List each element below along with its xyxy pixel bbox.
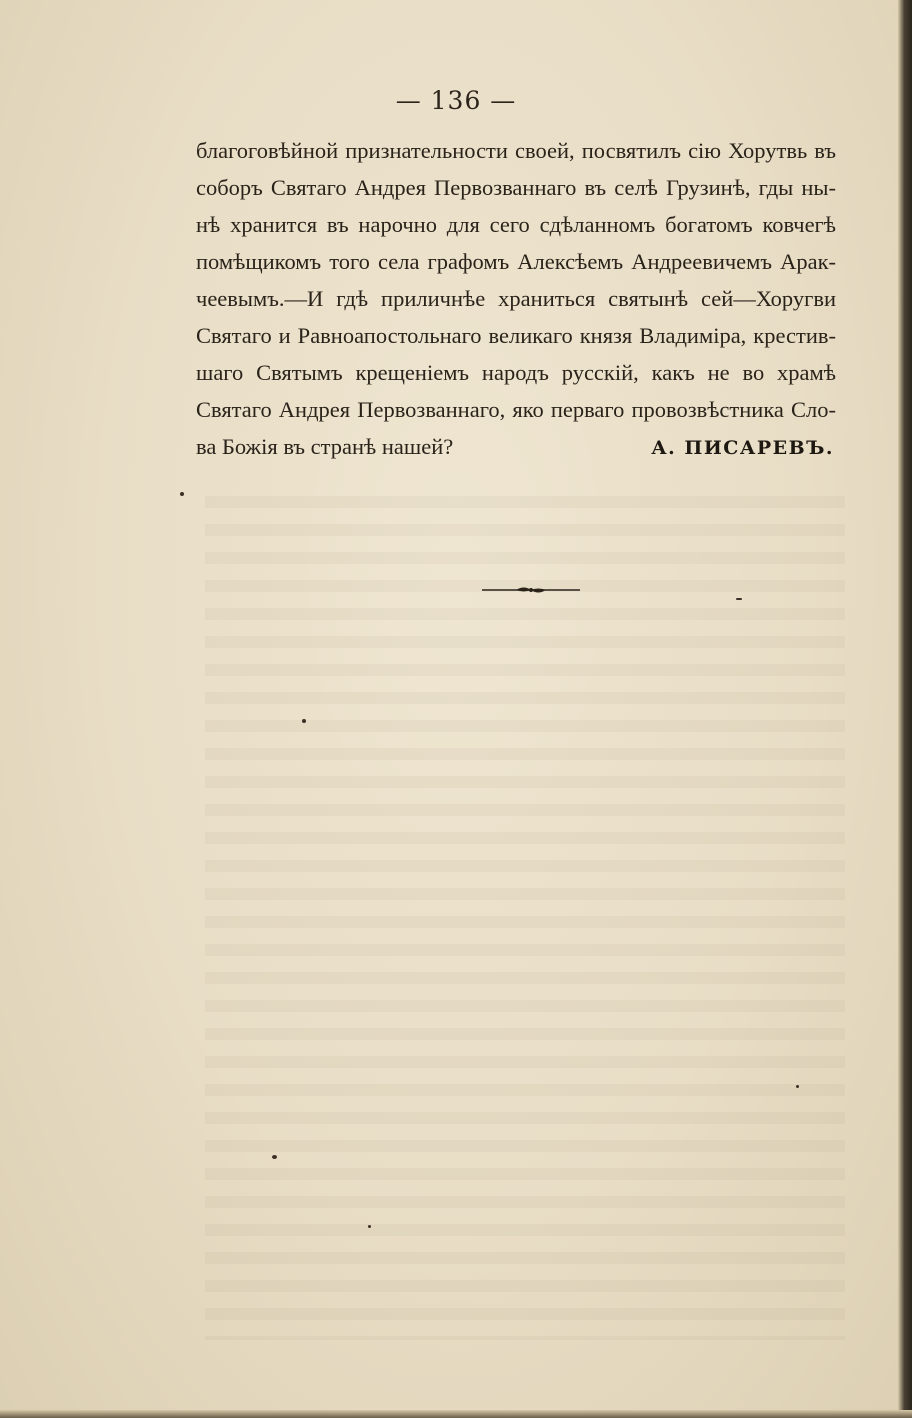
text-line: шаго Святымъ крещеніемъ народъ русскій, какъ не во храмѣ bbox=[196, 360, 836, 385]
author-signature: А. ПИСАРЕВЪ. bbox=[651, 437, 834, 459]
bleed-through-texture bbox=[205, 480, 845, 1340]
print-speck bbox=[368, 1225, 371, 1228]
divider-ornament bbox=[482, 582, 580, 598]
page-edge-bottom bbox=[0, 1410, 912, 1418]
text-line: соборъ Святаго Андрея Первозваннаго въ селѣ Грузинѣ, гды ны- bbox=[196, 175, 836, 200]
text-line: ва Божія въ странѣ нашей? bbox=[196, 434, 454, 459]
print-speck bbox=[736, 598, 742, 600]
print-speck bbox=[180, 492, 184, 496]
print-speck bbox=[272, 1155, 277, 1159]
print-speck bbox=[796, 1085, 799, 1088]
body-paragraph bbox=[196, 132, 836, 465]
text-line: помѣщикомъ того села графомъ Алексѣемъ Андреевичемъ Арак- bbox=[196, 249, 836, 274]
text-line: Святаго и Равноапостольнаго великаго князя Владиміра, крестив- bbox=[196, 323, 836, 348]
print-speck bbox=[302, 719, 306, 723]
text-line: Святаго Андрея Первозваннаго, яко перваго провозвѣстника Сло- bbox=[196, 397, 836, 422]
text-line: благоговѣйной признательности своей, посвятилъ сію Хорутвь въ bbox=[196, 138, 836, 163]
page-number: — 136 — bbox=[395, 86, 517, 115]
page-edge-shadow bbox=[898, 0, 912, 1418]
text-line: нѣ хранится въ нарочно для сего сдѣланномъ богатомъ ковчегѣ bbox=[196, 212, 836, 237]
text-line: чеевымъ.—И гдѣ приличнѣе храниться святынѣ сей—Хоругви bbox=[196, 286, 836, 311]
